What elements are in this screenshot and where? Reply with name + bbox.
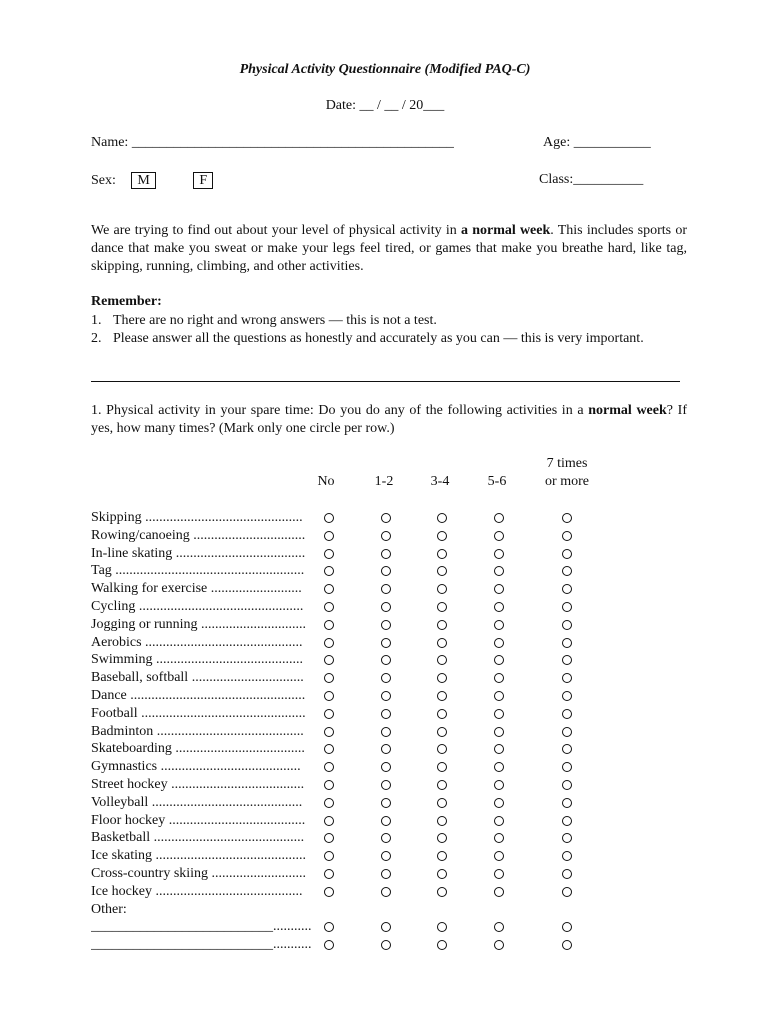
activity-row	[91, 812, 691, 830]
column-header-1-2: 1-2	[374, 474, 394, 489]
answer-circle-icon[interactable]	[324, 833, 334, 843]
answer-circle-icon[interactable]	[324, 602, 334, 612]
activity-label: Basketball ...........................................	[91, 830, 305, 846]
answer-circle-icon[interactable]	[562, 691, 572, 701]
answer-circle-icon[interactable]	[381, 744, 391, 754]
activity-row	[91, 901, 691, 919]
answer-circle-icon[interactable]	[381, 549, 391, 559]
answer-circle-icon[interactable]	[494, 709, 504, 719]
answer-circle-icon[interactable]	[381, 513, 391, 523]
answer-circle-icon[interactable]	[494, 851, 504, 861]
answer-circle-icon[interactable]	[494, 531, 504, 541]
answer-circle-icon[interactable]	[562, 655, 572, 665]
answer-circle-icon[interactable]	[437, 620, 447, 630]
question-1-emphasis: normal week	[588, 403, 667, 418]
answer-circle-icon[interactable]	[437, 691, 447, 701]
activity-row	[91, 776, 691, 794]
answer-circle-icon[interactable]	[562, 887, 572, 897]
answer-circle-icon[interactable]	[494, 940, 504, 950]
activity-label: Swimming ..........................................	[91, 652, 303, 668]
answer-circle-icon[interactable]	[562, 513, 572, 523]
answer-circle-icon[interactable]	[381, 655, 391, 665]
activity-row	[91, 758, 691, 776]
answer-circle-icon[interactable]	[381, 673, 391, 683]
activity-label: Aerobics .............................................	[91, 634, 303, 650]
class-field[interactable]: Class:__________	[539, 172, 644, 187]
answer-circle-icon[interactable]	[494, 798, 504, 808]
activity-label: In-line skating .....................................	[91, 545, 306, 561]
age-field[interactable]: Age: ___________	[543, 135, 651, 150]
answer-circle-icon[interactable]	[494, 513, 504, 523]
activity-row	[91, 865, 691, 883]
intro-text-after: . This includes sports or dance that make you sweat or make your legs feel tired, or games that make you breathe hard, like tag, skipping, running, climbing, and other activities.	[91, 223, 687, 274]
answer-circle-icon[interactable]	[324, 762, 334, 772]
answer-circle-icon[interactable]	[381, 940, 391, 950]
activity-row	[91, 562, 691, 580]
answer-circle-icon[interactable]	[562, 531, 572, 541]
answer-circle-icon[interactable]	[437, 549, 447, 559]
answer-circle-icon[interactable]	[437, 655, 447, 665]
answer-circle-icon[interactable]	[324, 816, 334, 826]
answer-circle-icon[interactable]	[324, 655, 334, 665]
activity-row	[91, 847, 691, 865]
column-header-no: No	[317, 474, 335, 489]
answer-circle-icon[interactable]	[494, 602, 504, 612]
remember-item-1	[91, 312, 687, 330]
remember-item-2	[91, 330, 687, 348]
activity-label: Other:	[91, 901, 127, 917]
column-header-7-plus-line1: 7 times	[546, 456, 588, 471]
answer-circle-icon[interactable]	[324, 869, 334, 879]
activity-row	[91, 829, 691, 847]
activity-row	[91, 723, 691, 741]
activity-row	[91, 651, 691, 669]
activity-label: Cycling ...............................................	[91, 599, 304, 614]
answer-circle-icon[interactable]	[324, 638, 334, 648]
answer-circle-icon[interactable]	[437, 638, 447, 648]
activity-row	[91, 527, 691, 545]
answer-circle-icon[interactable]	[562, 851, 572, 861]
question-1-text-before: 1. Physical activity in your spare time: Do you do any of the following activities in a	[91, 403, 589, 418]
answer-circle-icon[interactable]	[494, 655, 504, 665]
answer-circle-icon[interactable]	[437, 673, 447, 683]
activity-label: __________________________...........	[91, 937, 312, 953]
answer-circle-icon[interactable]	[437, 744, 447, 754]
activity-row	[91, 634, 691, 652]
intro-text-before: We are trying to find out about your level of physical activity in	[91, 223, 461, 238]
activity-row	[91, 545, 691, 563]
answer-circle-icon[interactable]	[324, 851, 334, 861]
answer-circle-icon[interactable]	[562, 744, 572, 754]
answer-circle-icon[interactable]	[494, 833, 504, 843]
activity-row	[91, 705, 691, 723]
remember-item-text: Please answer all the questions as honestly and accurately as you can — this is very important.	[113, 331, 644, 346]
answer-circle-icon[interactable]	[437, 602, 447, 612]
sex-option-f[interactable]: F	[193, 172, 213, 189]
answer-circle-icon[interactable]	[494, 566, 504, 576]
remember-item-number: 2.	[91, 331, 102, 346]
answer-circle-icon[interactable]	[562, 584, 572, 594]
answer-circle-icon[interactable]	[324, 798, 334, 808]
column-header-3-4: 3-4	[430, 474, 450, 489]
answer-circle-icon[interactable]	[324, 709, 334, 719]
answer-circle-icon[interactable]	[437, 869, 447, 879]
activity-row	[91, 936, 691, 954]
section-divider	[91, 381, 680, 382]
answer-circle-icon[interactable]	[562, 566, 572, 576]
activity-label: Cross-country skiing ...........................	[91, 866, 307, 881]
answer-circle-icon[interactable]	[324, 940, 334, 950]
answer-circle-icon[interactable]	[324, 531, 334, 541]
answer-circle-icon[interactable]	[562, 798, 572, 808]
answer-circle-icon[interactable]	[437, 531, 447, 541]
answer-circle-icon[interactable]	[381, 762, 391, 772]
answer-circle-icon[interactable]	[381, 620, 391, 630]
activity-label: Tag ......................................................	[91, 563, 305, 579]
activity-label: Floor hockey .......................................	[91, 812, 306, 828]
answer-circle-icon[interactable]	[562, 549, 572, 559]
sex-option-m[interactable]: M	[131, 172, 155, 189]
answer-circle-icon[interactable]	[381, 833, 391, 843]
answer-circle-icon[interactable]	[324, 566, 334, 576]
answer-circle-icon[interactable]	[324, 549, 334, 559]
activity-label: Skateboarding .....................................	[91, 741, 305, 757]
answer-circle-icon[interactable]	[381, 887, 391, 897]
answer-circle-icon[interactable]	[562, 638, 572, 648]
activity-label: Dance ..................................................	[91, 688, 306, 703]
answer-circle-icon[interactable]	[494, 673, 504, 683]
answer-circle-icon[interactable]	[437, 584, 447, 594]
answer-circle-icon[interactable]	[437, 833, 447, 843]
answer-circle-icon[interactable]	[494, 869, 504, 879]
activity-row	[91, 687, 691, 705]
answer-circle-icon[interactable]	[381, 816, 391, 826]
answer-circle-icon[interactable]	[324, 673, 334, 683]
answer-circle-icon[interactable]	[381, 727, 391, 737]
answer-circle-icon[interactable]	[494, 691, 504, 701]
answer-circle-icon[interactable]	[324, 584, 334, 594]
answer-circle-icon[interactable]	[381, 869, 391, 879]
answer-circle-icon[interactable]	[494, 549, 504, 559]
activity-row	[91, 883, 691, 901]
activity-label: Badminton ..........................................	[91, 723, 304, 739]
answer-circle-icon[interactable]	[381, 851, 391, 861]
answer-circle-icon[interactable]	[562, 602, 572, 612]
answer-circle-icon[interactable]	[381, 780, 391, 790]
column-header-5-6: 5-6	[487, 474, 507, 489]
answer-circle-icon[interactable]	[562, 673, 572, 683]
answer-circle-icon[interactable]	[437, 709, 447, 719]
answer-circle-icon[interactable]	[494, 620, 504, 630]
activity-label: Skipping .............................................	[91, 510, 303, 525]
activity-label: Gymnastics ........................................	[91, 759, 301, 775]
page-title: Physical Activity Questionnaire (Modified PAQ-C)	[239, 62, 531, 77]
answer-circle-icon[interactable]	[562, 762, 572, 772]
answer-circle-icon[interactable]	[494, 887, 504, 897]
answer-circle-icon[interactable]	[324, 922, 334, 932]
answer-circle-icon[interactable]	[437, 762, 447, 772]
answer-circle-icon[interactable]	[562, 922, 572, 932]
answer-circle-icon[interactable]	[324, 780, 334, 790]
answer-circle-icon[interactable]	[562, 727, 572, 737]
activity-label: Volleyball ...........................................	[91, 794, 303, 810]
answer-circle-icon[interactable]	[562, 833, 572, 843]
answer-circle-icon[interactable]	[494, 584, 504, 594]
activity-row	[91, 918, 691, 936]
activity-label: Street hockey ......................................	[91, 777, 305, 792]
answer-circle-icon[interactable]	[324, 727, 334, 737]
activity-row	[91, 740, 691, 758]
answer-circle-icon[interactable]	[381, 566, 391, 576]
activity-label: Jogging or running ..............................	[91, 616, 307, 632]
answer-circle-icon[interactable]	[562, 816, 572, 826]
answer-circle-icon[interactable]	[494, 816, 504, 826]
answer-circle-icon[interactable]	[494, 780, 504, 790]
answer-circle-icon[interactable]	[494, 744, 504, 754]
activity-label: Rowing/canoeing ................................	[91, 527, 306, 543]
answer-circle-icon[interactable]	[562, 709, 572, 719]
answer-circle-icon[interactable]	[437, 727, 447, 737]
answer-circle-icon[interactable]	[562, 940, 572, 950]
activity-row	[91, 580, 691, 598]
answer-circle-icon[interactable]	[324, 744, 334, 754]
answer-circle-icon[interactable]	[494, 638, 504, 648]
answer-circle-icon[interactable]	[437, 887, 447, 897]
answer-circle-icon[interactable]	[381, 709, 391, 719]
activity-label: Walking for exercise ..........................	[91, 581, 302, 597]
answer-circle-icon[interactable]	[381, 531, 391, 541]
answer-circle-icon[interactable]	[494, 762, 504, 772]
answer-circle-icon[interactable]	[324, 887, 334, 897]
activity-label: __________________________...........	[91, 919, 312, 935]
activity-label: Ice skating ...........................................	[91, 848, 307, 864]
activity-row	[91, 669, 691, 687]
answer-circle-icon[interactable]	[381, 638, 391, 648]
answer-circle-icon[interactable]	[381, 584, 391, 594]
answer-circle-icon[interactable]	[324, 513, 334, 523]
answer-circle-icon[interactable]	[562, 780, 572, 790]
answer-circle-icon[interactable]	[437, 816, 447, 826]
answer-circle-icon[interactable]	[437, 513, 447, 523]
activity-row	[91, 509, 691, 527]
remember-heading: Remember:	[91, 294, 162, 309]
answer-circle-icon[interactable]	[324, 691, 334, 701]
date-field[interactable]: Date: __ / __ / 20___	[325, 98, 445, 113]
answer-circle-icon[interactable]	[562, 869, 572, 879]
activity-row	[91, 794, 691, 812]
intro-paragraph	[91, 222, 687, 276]
answer-circle-icon[interactable]	[381, 798, 391, 808]
column-header-7-plus-line2: or more	[545, 474, 589, 489]
answer-circle-icon[interactable]	[437, 940, 447, 950]
name-field[interactable]: Name: ______________________________________________	[91, 135, 454, 150]
activity-label: Ice hockey ..........................................	[91, 883, 303, 899]
sex-label: Sex:	[91, 173, 116, 188]
answer-circle-icon[interactable]	[324, 620, 334, 630]
answer-circle-icon[interactable]	[437, 566, 447, 576]
activity-label: Baseball, softball ................................	[91, 670, 304, 686]
question-1-text-after: ? If yes, how many times? (Mark only one circle per row.)	[91, 403, 687, 436]
sex-row	[91, 172, 213, 189]
remember-item-number: 1.	[91, 313, 102, 328]
answer-circle-icon[interactable]	[381, 691, 391, 701]
answer-circle-icon[interactable]	[381, 922, 391, 932]
answer-circle-icon[interactable]	[381, 602, 391, 612]
answer-circle-icon[interactable]	[437, 798, 447, 808]
answer-circle-icon[interactable]	[494, 727, 504, 737]
activity-label: Football ...............................................	[91, 705, 306, 721]
question-1	[91, 402, 687, 438]
remember-item-text: There are no right and wrong answers — this is not a test.	[113, 313, 437, 328]
answer-circle-icon[interactable]	[494, 922, 504, 932]
answer-circle-icon[interactable]	[437, 922, 447, 932]
answer-circle-icon[interactable]	[437, 780, 447, 790]
activity-row	[91, 598, 691, 616]
answer-circle-icon[interactable]	[562, 620, 572, 630]
activity-row	[91, 616, 691, 634]
answer-circle-icon[interactable]	[437, 851, 447, 861]
intro-emphasis: a normal week	[460, 223, 551, 238]
